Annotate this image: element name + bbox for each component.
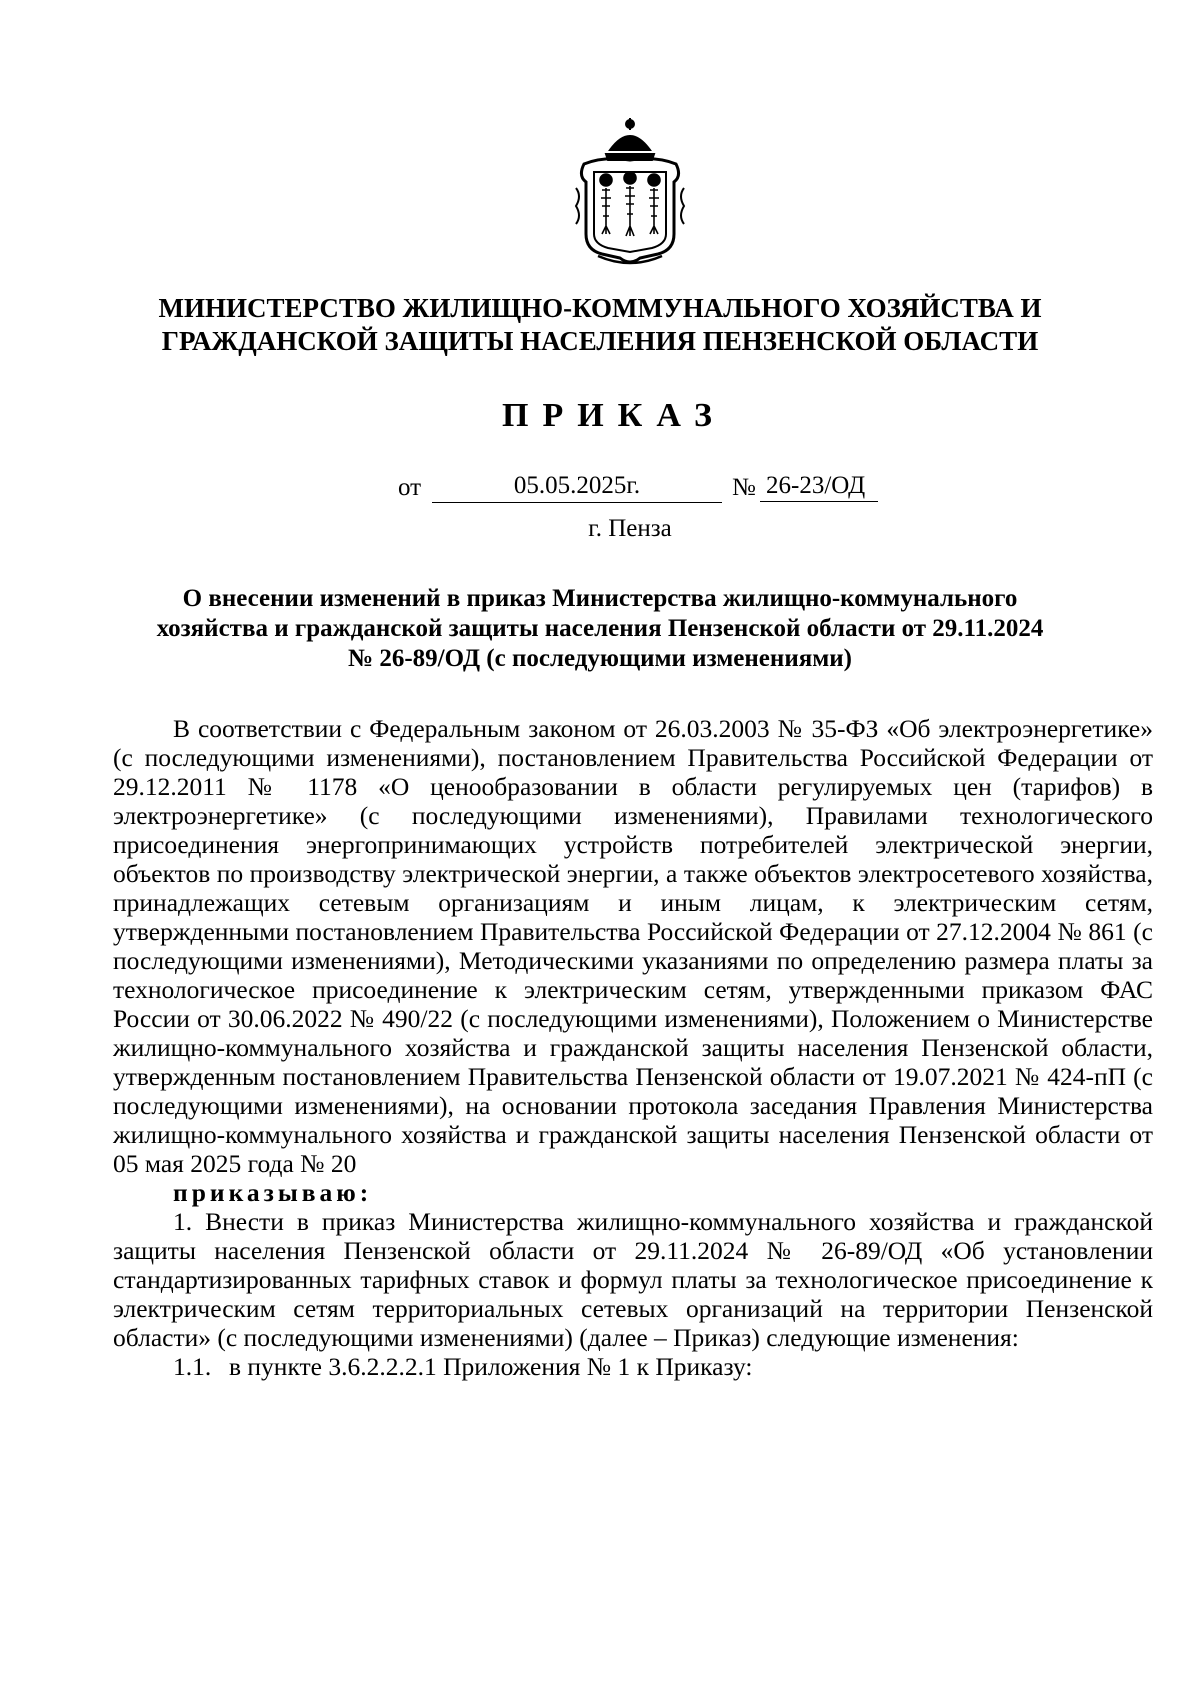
ministry-name-line-1: МИНИСТЕРСТВО ЖИЛИЩНО-КОММУНАЛЬНОГО ХОЗЯЙСТВА И: [158, 293, 1042, 323]
document-type-title: ПРИКАЗ: [502, 397, 726, 434]
order-subject: [120, 584, 1080, 674]
item-1-paragraph: 1. Внести в приказ Министерства жилищно-коммунального хозяйства и гражданской защиты населения Пензенской области от 29.11.2024 № 26-89/ОД «Об установлении стандартизированных тарифных ставок и формул платы за технологическое присоединение к электрическим сетям территориальных сетевых организаций на территории Пензенской области» (с последующими изменениями) (далее – Приказ) следующие изменения:: [113, 1207, 1153, 1352]
preamble-paragraph: В соответствии с Федеральным законом от 26.03.2003 № 35-ФЗ «Об электроэнергетике» (с последующими изменениями), постановлением Правительства Российской Федерации от 29.12.2011 № 1178 «О ценообразовании в области регулируемых цен (тарифов) в электроэнергетике» (с последующими изменениями), Правилами технологического присоединения энергопринимающих устройств потребителей электрической энергии, объектов по производству электрической энергии, а также объектов электросетевого хозяйства, принадлежащих сетевым организациям и иным лицам, к электрическим сетям, утвержденными постановлением Правительства Российской Федерации от 27.12.2004 № 861 (с последующими изменениями), Методическими указаниями по определению размера платы за технологическое присоединение к электрическим сетям, утвержденными приказом ФАС России от 30.06.2022 № 490/22 (с последующими изменениями), Положением о Министерстве жилищно-коммунального хозяйства и гражданской защиты населения Пензенской области, утвержденным постановлением Правительства Пензенской области от 19.07.2021 № 424-пП (с последующими изменениями), на основании протокола заседания Правления Министерства жилищно-коммунального хозяйства и гражданской защиты населения Пензенской области от 05 мая 2025 года № 20: [113, 714, 1153, 1178]
order-number: 26-23/ОД: [760, 470, 878, 502]
subject-line-3: № 26-89/ОД (с последующими изменениями): [347, 645, 853, 672]
subject-line-1: О внесении изменений в приказ Министерства жилищно-коммунального: [182, 585, 1018, 612]
item-1-1-text: в пункте 3.6.2.2.2.1 Приложения № 1 к Приказу:: [229, 1352, 753, 1381]
order-date: 05.05.2025г.: [432, 470, 722, 503]
penza-region-coat-of-arms-icon: [572, 116, 688, 268]
order-city: г. Пенза: [588, 515, 672, 542]
orders-keyword: приказываю:: [173, 1178, 373, 1207]
item-1-1-paragraph: [113, 1352, 1153, 1381]
order-date-number-line: [0, 470, 1200, 506]
subject-line-2: хозяйства и гражданской защиты населения Пензенской области от 29.11.2024: [156, 615, 1044, 642]
number-prefix: №: [732, 474, 756, 501]
ministry-name: [100, 292, 1100, 358]
ministry-name-line-2: ГРАЖДАНСКОЙ ЗАЩИТЫ НАСЕЛЕНИЯ ПЕНЗЕНСКОЙ ОБЛАСТИ: [161, 326, 1039, 356]
date-prefix: от: [398, 474, 422, 501]
order-body: [113, 714, 1153, 1381]
item-1-1-number: 1.1.: [173, 1352, 212, 1381]
